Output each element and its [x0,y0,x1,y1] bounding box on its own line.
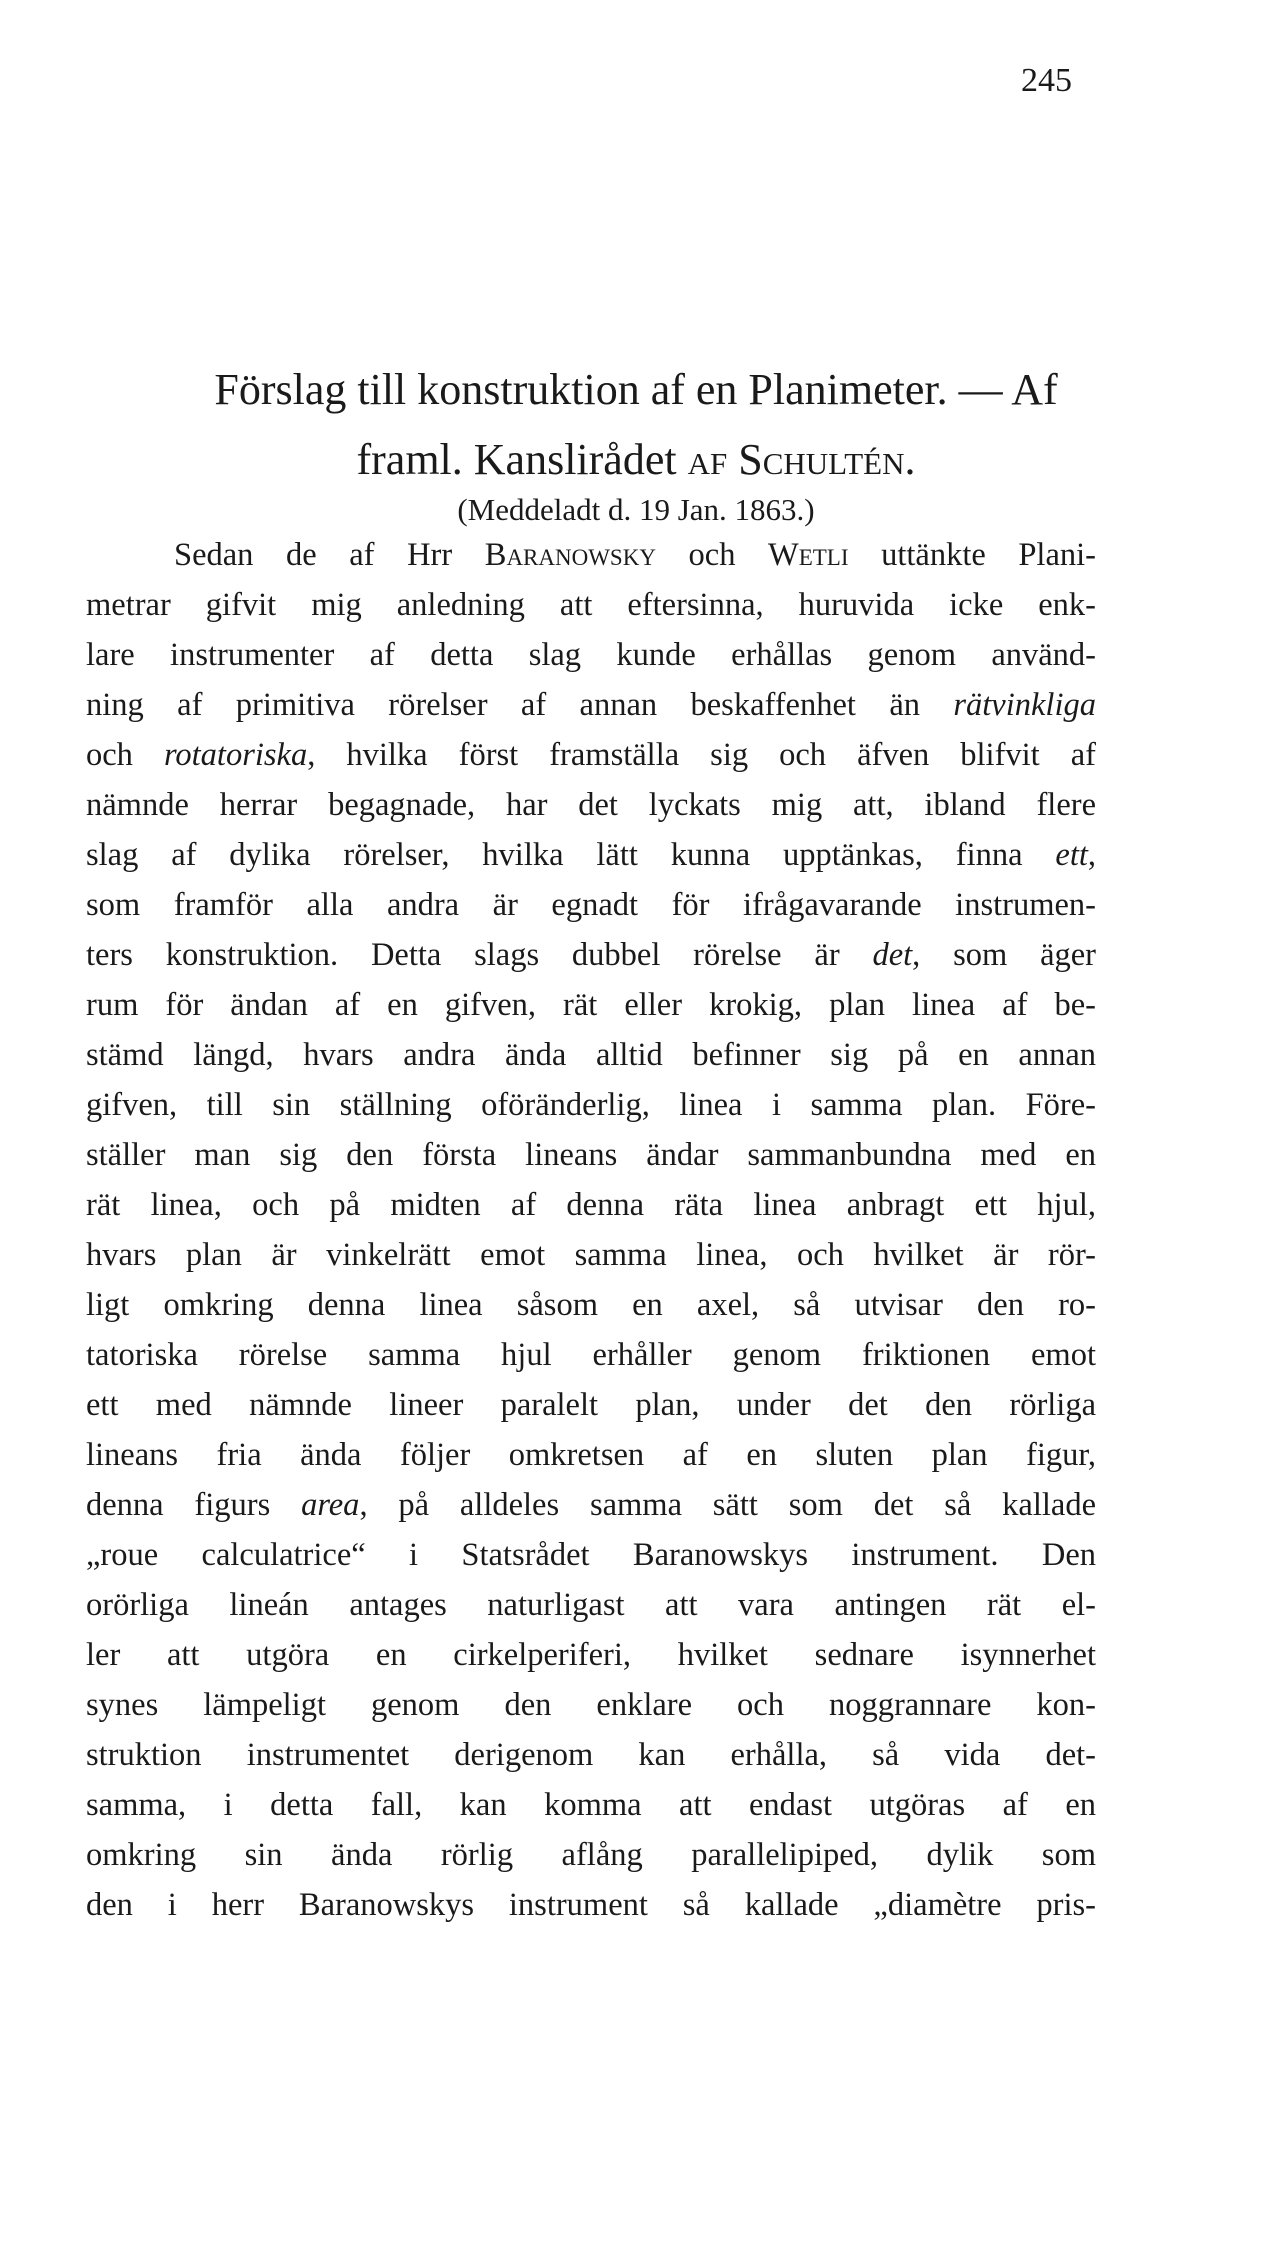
text-run: rät linea, och på midten af denna räta linea anbragt ett hjul, [86,1187,1096,1223]
italic-term: rätvinkliga [953,687,1096,723]
text-line [86,1130,1096,1180]
text-line [86,1530,1096,1580]
communication-date: (Meddeladt d. 19 Jan. 1863.) [457,492,815,527]
text-run: , hvilka först framställa sig och äfven blifvit af [307,737,1096,773]
text-line [86,1630,1096,1680]
italic-term: ett [1055,837,1088,873]
text-line [86,1180,1096,1230]
title-line-2 [0,425,1272,495]
text-run: och [655,537,769,573]
text-line [86,1380,1096,1430]
title-part [727,435,738,484]
text-run: Sedan de af Hrr [174,537,485,573]
title-part: framl. Kanslirådet [356,435,688,484]
text-run: gifven, till sin ställning oföränderlig, linea i samma plan. Före- [86,1087,1096,1123]
text-run: „roue calculatrice“ i Statsrådet Baranowskys instrument. Den [86,1537,1096,1573]
title-part: . [904,435,916,484]
text-line [86,580,1096,630]
text-line [86,1580,1096,1630]
text-run: denna figurs [86,1487,302,1523]
italic-term: rotatoriska [163,737,308,773]
text-run: som framför alla andra är egnadt för ifrågavarande instrumen- [86,887,1096,923]
text-run: , på alldeles samma sätt som det så kallade [359,1487,1096,1523]
text-run: ning af primitiva rörelser af annan beskaffenhet än [86,687,954,723]
text-run: hvars plan är vinkelrätt emot samma linea, och hvilket är rör- [86,1237,1096,1273]
text-run: , som äger [912,937,1096,973]
text-line [86,630,1096,680]
text-line [86,730,1096,780]
text-line [86,1330,1096,1380]
text-line [86,880,1096,930]
text-run: ters konstruktion. Detta slags dubbel rörelse är [86,937,873,973]
text-line [86,980,1096,1030]
title-line-1: Förslag till konstruktion af en Planimeter. — Af [214,365,1058,414]
italic-term: area [301,1487,360,1523]
text-run: ett med nämnde lineer paralelt plan, under det den rörliga [86,1387,1096,1423]
text-line [86,1080,1096,1130]
text-line [86,1680,1096,1730]
text-line [86,1280,1096,1330]
text-line [86,830,1096,880]
text-run: nämnde herrar begagnade, har det lyckats mig att, ibland flere [86,787,1096,823]
text-run: lineans fria ända följer omkretsen af en sluten plan figur, [86,1437,1096,1473]
text-run: ställer man sig den första lineans ändar sammanbundna med en [86,1137,1096,1173]
article-title [0,355,1272,495]
text-run: , [1087,837,1096,873]
text-line [86,1430,1096,1480]
text-line [86,1780,1096,1830]
body-text [86,530,1096,1930]
text-line [86,1880,1096,1930]
text-run: samma, i detta fall, kan komma att endast utgöras af en [86,1787,1096,1823]
page-number: 245 [1021,62,1072,99]
person-name: Baranowsky [484,537,656,573]
person-name: Wetli [768,537,849,573]
text-run: stämd längd, hvars andra ända alltid befinner sig på en annan [86,1037,1096,1073]
text-run: orörliga lineán antages naturligast att vara antingen rät el- [86,1587,1096,1623]
text-line [86,680,1096,730]
text-line [86,530,1096,580]
title-part-af: af [687,435,728,484]
text-line [86,1730,1096,1780]
text-line [86,930,1096,980]
text-run: slag af dylika rörelser, hvilka lätt kunna upptänkas, finna [86,837,1056,873]
italic-term: det [872,937,913,973]
text-line [86,1480,1096,1530]
text-run: uttänkte Plani- [848,537,1096,573]
text-run: struktion instrumentet derigenom kan erhålla, så vida det- [86,1737,1096,1773]
text-run: synes lämpeligt genom den enklare och noggrannare kon- [86,1687,1096,1723]
text-run: omkring sin ända rörlig aflång parallelipiped, dylik som [86,1837,1096,1873]
text-run: och [86,737,164,773]
text-run: ligt omkring denna linea såsom en axel, så utvisar den ro- [86,1287,1096,1323]
text-run: lare instrumenter af detta slag kunde erhållas genom använd- [86,637,1096,673]
text-run: metrar gifvit mig anledning att eftersinna, huruvida icke enk- [86,587,1096,623]
text-line [86,1830,1096,1880]
text-run: ler att utgöra en cirkelperiferi, hvilket sednare isynnerhet [86,1637,1096,1673]
text-run: rum för ändan af en gifven, rät eller krokig, plan linea af be- [86,987,1096,1023]
author-name: Schultén [738,435,905,484]
text-line [86,1030,1096,1080]
text-line [86,1230,1096,1280]
text-run: den i herr Baranowskys instrument så kallade „diamètre pris- [86,1887,1096,1923]
text-line [86,780,1096,830]
text-run: tatoriska rörelse samma hjul erhåller genom friktionen emot [86,1337,1096,1373]
